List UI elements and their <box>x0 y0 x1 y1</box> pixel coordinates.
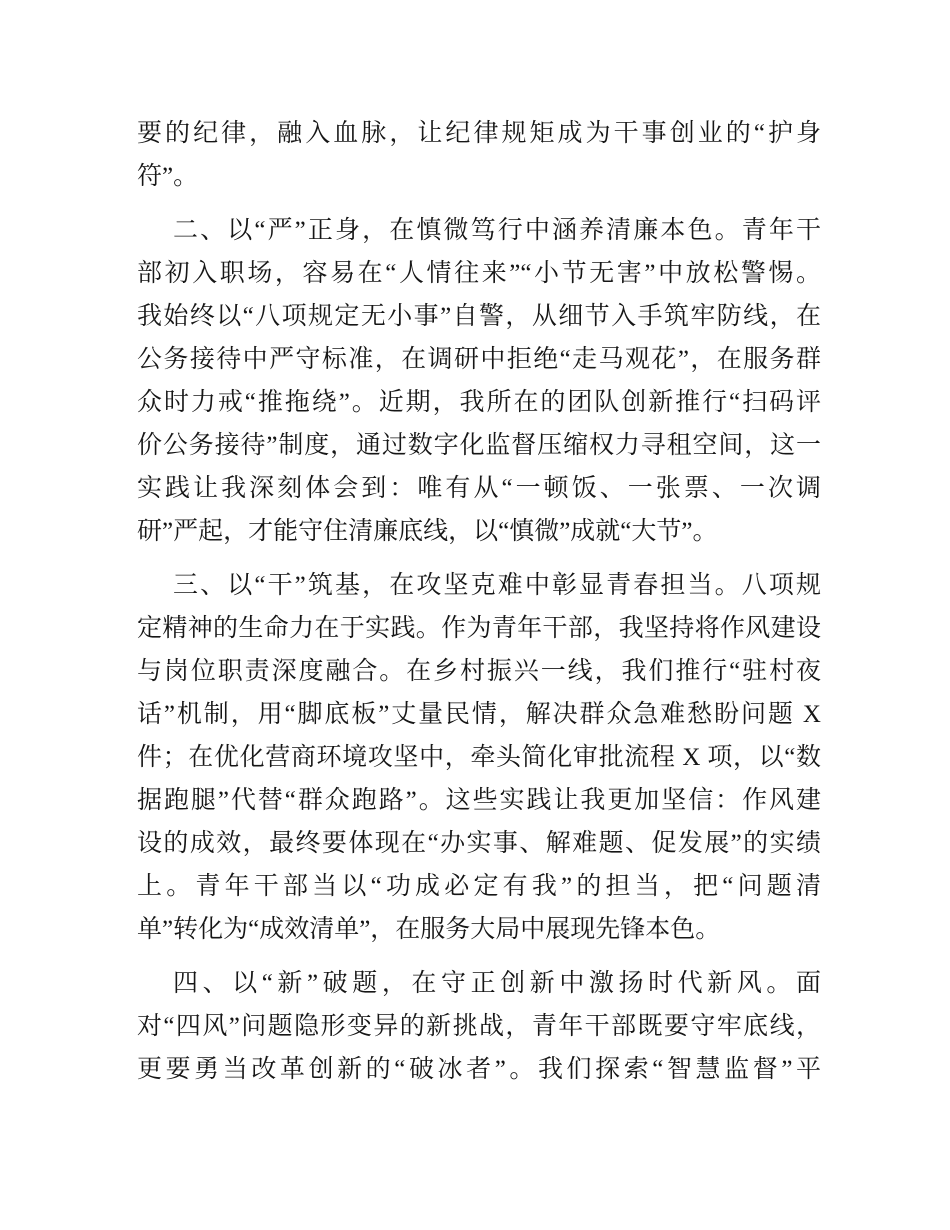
text-line: 众时力戒“推拖绕”。近期，我所在的团队创新推行“扫码评 <box>137 389 821 416</box>
paragraph <box>137 209 821 553</box>
text-line: 对“四风”问题隐形变异的新挑战，青年干部既要守牢底线， <box>137 1013 821 1040</box>
text-line: 要的纪律，融入血脉，让纪律规矩成为干事创业的“护身 <box>137 120 821 147</box>
text-line: 更要勇当改革创新的“破冰者”。我们探索“智慧监督”平 <box>137 1056 821 1083</box>
text-line: 话”机制，用“脚底板”丈量民情，解决群众急难愁盼问题 X <box>137 701 821 728</box>
paragraph <box>137 564 821 951</box>
text-line: 研”严起，才能守住清廉底线，以“慎微”成就“大节”。 <box>137 518 718 545</box>
text-line: 价公务接待”制度，通过数字化监督压缩权力寻租空间，这一 <box>137 432 821 459</box>
paragraph <box>137 962 821 1091</box>
paragraph <box>137 112 821 198</box>
text-line: 实践让我深刻体会到：唯有从“一顿饭、一张票、一次调 <box>137 475 821 502</box>
text-line: 四、以“新”破题，在守正创新中激扬时代新风。面 <box>173 970 821 997</box>
text-line: 二、以“严”正身，在慎微笃行中涵养清廉本色。青年干 <box>173 217 821 244</box>
text-line: 定精神的生命力在于实践。作为青年干部，我坚持将作风建设 <box>137 615 821 642</box>
document-body <box>137 112 821 1091</box>
text-line: 与岗位职责深度融合。在乡村振兴一线，我们推行“驻村夜 <box>137 658 821 685</box>
text-line: 设的成效，最终要体现在“办实事、解难题、促发展”的实绩 <box>137 830 821 857</box>
text-line: 据跑腿”代替“群众跑路”。这些实践让我更加坚信：作风建 <box>137 787 821 814</box>
text-line: 我始终以“八项规定无小事”自警，从细节入手筑牢防线，在 <box>137 303 821 330</box>
text-line: 部初入职场，容易在“人情往来”“小节无害”中放松警惕。 <box>137 260 821 287</box>
text-line: 公务接待中严守标准，在调研中拒绝“走马观花”，在服务群 <box>137 346 821 373</box>
text-line: 三、以“干”筑基，在攻坚克难中彰显青春担当。八项规 <box>173 572 821 599</box>
text-line: 件；在优化营商环境攻坚中，牵头简化审批流程 X 项，以“数 <box>137 744 821 771</box>
text-line: 符”。 <box>137 163 199 190</box>
text-line: 单”转化为“成效清单”，在服务大局中展现先锋本色。 <box>137 916 721 943</box>
text-line: 上。青年干部当以“功成必定有我”的担当，把“问题清 <box>137 873 821 900</box>
